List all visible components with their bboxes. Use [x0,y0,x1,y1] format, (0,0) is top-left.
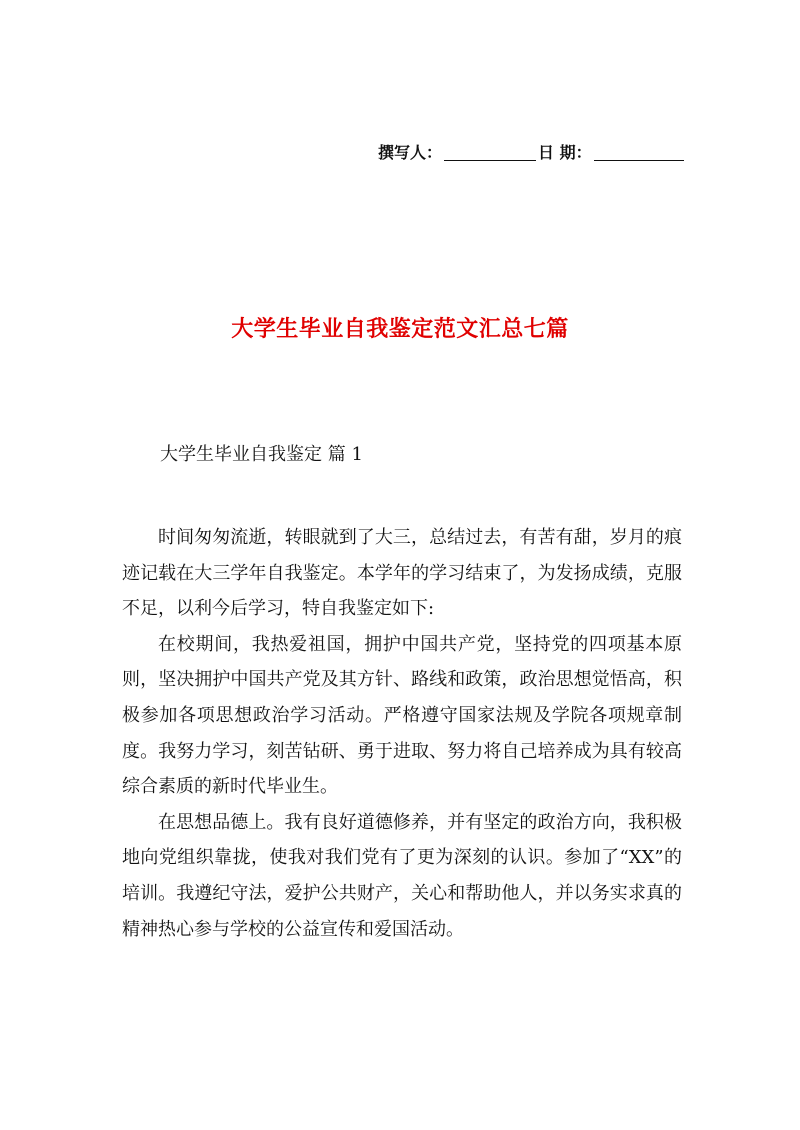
paragraph-2: 在校期间，我热爱祖国，拥护中国共产党，坚持党的四项基本原则，坚决拥护中国共产党及其方针、路线和政策，政治思想觉悟高，积极参加各项思想政治学习活动。严格遵守国家法规及学院各项规章制度。我努力学习，刻苦钻研、勇于进取、努力将自己培养成为具有较高综合素质的新时代毕业生。 [122,633,682,798]
paragraph-3: 在思想品德上。我有良好道德修养，并有坚定的政治方向，我积极地向党组织靠拢，使我对我们党有了更为深刻的认识。参加了“XX”的培训。我遵纪守法，爱护公共财产，关心和帮助他人，并以务实求真的精神热心参与学校的公益宣传和爱国活动。 [122,811,682,940]
author-blank-field [444,146,536,161]
author-date-line [378,140,686,163]
section-heading: 大学生毕业自我鉴定 篇 1 [160,444,363,465]
document-title: 大学生毕业自我鉴定范文汇总七篇 [231,317,569,342]
author-label: 撰写人： [378,143,443,162]
date-blank-field [594,146,684,161]
body-text [122,520,682,947]
date-label: 日 期： [538,143,592,162]
paragraph-1: 时间匆匆流逝，转眼就到了大三，总结过去，有苦有甜，岁月的痕迹记载在大三学年自我鉴定。本学年的学习结束了，为发扬成绩，克服不足，以利今后学习，特自我鉴定如下: [122,527,682,620]
